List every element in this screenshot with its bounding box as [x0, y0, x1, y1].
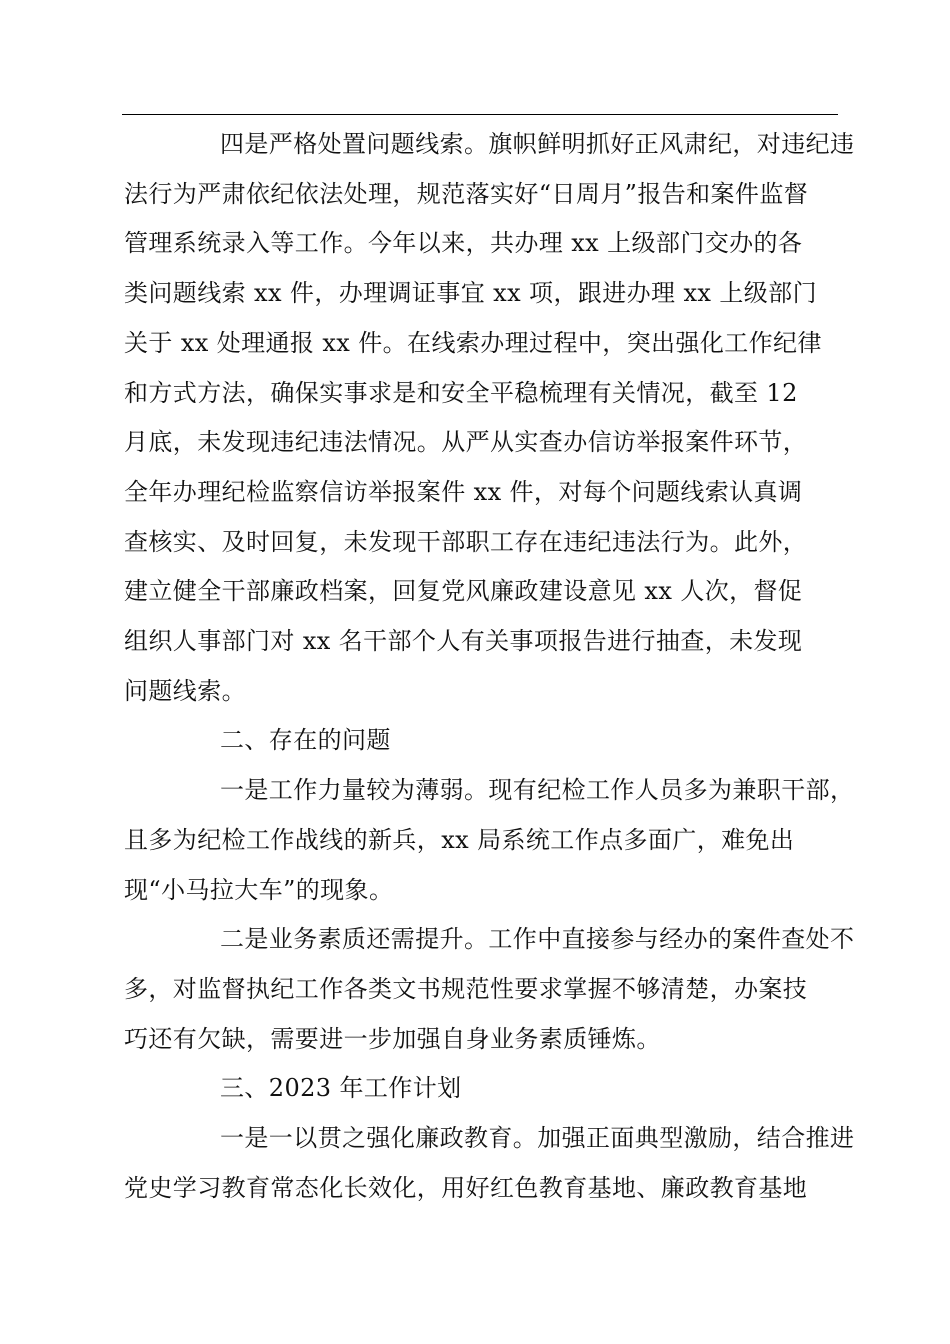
text-line: 查核实、及时回复，未发现干部职工存在违纪违法行为。此外， [124, 527, 808, 556]
text-line: 法行为严肃依纪依法处理，规范落实好“日周月”报告和案件监督 [124, 179, 809, 208]
text-line: 四是严格处置问题线索。旗帜鲜明抓好正风肃纪，对违纪违 [220, 130, 855, 158]
text-line: 全年办理纪检监察信访举报案件 xx 件，对每个问题线索认真调 [124, 477, 803, 506]
heading-text: 三、2023 年工作计划 [220, 1074, 462, 1103]
paragraph-case-handling [124, 120, 855, 716]
text-line: 月底，未发现违纪违法情况。从严从实查办信访举报案件环节， [124, 428, 808, 457]
paragraph-education [124, 1114, 855, 1213]
header-rule [122, 114, 838, 115]
section-heading-problems [124, 716, 838, 766]
paragraph-staffing [124, 766, 855, 915]
text-line: 且多为纪检工作战线的新兵，xx 局系统工作点多面广，难免出 [124, 825, 795, 854]
text-line: 问题线索。 [124, 676, 246, 705]
text-line: 管理系统录入等工作。今年以来，共办理 xx 上级部门交办的各 [124, 229, 803, 258]
text-line: 多，对监督执纪工作各类文书规范性要求掌握不够清楚，办案技 [124, 974, 808, 1003]
paragraph-quality [124, 915, 855, 1064]
section-heading-plan [124, 1064, 838, 1114]
text-line: 二是业务素质还需提升。工作中直接参与经办的案件查处不 [220, 925, 855, 954]
text-line: 类问题线索 xx 件，办理调证事宜 xx 项，跟进办理 xx 上级部门 [124, 279, 817, 308]
text-line: 一是工作力量较为薄弱。现有纪检工作人员多为兼职干部， [220, 776, 855, 805]
document-body [124, 120, 855, 1213]
heading-text: 二、存在的问题 [220, 726, 391, 755]
text-line: 党史学习教育常态化长效化，用好红色教育基地、廉政教育基地 [124, 1173, 808, 1202]
text-line: 一是一以贯之强化廉政教育。加强正面典型激励，结合推进 [220, 1124, 855, 1153]
text-line: 现“小马拉大车”的现象。 [124, 875, 394, 904]
text-line: 建立健全干部廉政档案，回复党风廉政建设意见 xx 人次，督促 [124, 577, 803, 606]
text-line: 巧还有欠缺，需要进一步加强自身业务素质锤炼。 [124, 1024, 661, 1053]
text-line: 关于 xx 处理通报 xx 件。在线索办理过程中，突出强化工作纪律 [124, 328, 822, 357]
text-line: 和方式方法，确保实事求是和安全平稳梳理有关情况，截至 12 [124, 378, 798, 407]
text-line: 组织人事部门对 xx 名干部个人有关事项报告进行抽查，未发现 [124, 627, 803, 656]
